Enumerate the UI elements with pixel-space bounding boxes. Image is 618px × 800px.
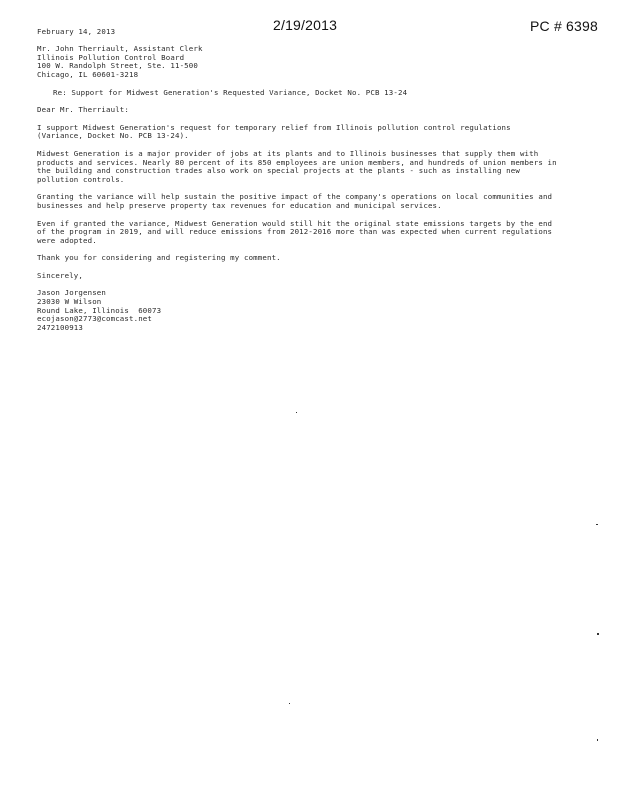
paragraph-thanks — [37, 254, 592, 263]
paragraph-line: (Variance, Docket No. PCB 13-24). — [37, 132, 189, 141]
signature-block — [37, 289, 592, 332]
paragraph-line: I support Midwest Generation's request for temporary relief from Illinois pollution control regulations — [37, 123, 511, 132]
paragraph-line: were adopted. — [37, 236, 97, 245]
scan-speck — [597, 633, 599, 635]
paragraph-line: Even if granted the variance, Midwest Generation would still hit the original state emissions targets by the end — [37, 219, 553, 228]
signer-street: 23030 W Wilson — [37, 298, 102, 307]
paragraph-line: of the program in 2019, and will reduce emissions from 2012-2016 more than was expected when current regulations — [37, 228, 553, 237]
recipient-line: Mr. John Therriault, Assistant Clerk — [37, 45, 203, 54]
letter-body — [37, 28, 592, 332]
public-comment-number-stamp: PC # 6398 — [530, 18, 598, 34]
paragraph-line: the building and construction trades also work on special projects at the plants - such as installing new — [37, 167, 520, 176]
paragraph-impact — [37, 193, 592, 210]
scan-speck — [296, 412, 297, 413]
signer-city: Round Lake, Illinois 60073 — [37, 306, 162, 315]
signer-phone: 2472100913 — [37, 323, 83, 332]
salutation: Dear Mr. Therriault: — [37, 106, 129, 115]
recipient-address — [37, 45, 592, 79]
received-date-stamp: 2/19/2013 — [273, 17, 338, 33]
signer-email: ecojason@2773@comcast.net — [37, 315, 152, 324]
recipient-line: Illinois Pollution Control Board — [37, 53, 185, 62]
letter-date: February 14, 2013 — [37, 28, 116, 36]
paragraph-jobs — [37, 150, 592, 184]
closing: Sincerely, — [37, 271, 83, 280]
signer-name: Jason Jorgensen — [37, 289, 106, 298]
paragraph-line: Midwest Generation is a major provider of jobs at its plants and to Illinois businesses that supply them with — [37, 149, 539, 158]
paragraph-line: products and services. Nearly 80 percent of its 850 employees are union members, and hundreds of union members in — [37, 158, 557, 167]
scan-speck — [289, 703, 290, 704]
paragraph-line: Thank you for considering and registering my comment. — [37, 254, 281, 263]
paragraph-line: pollution controls. — [37, 175, 125, 184]
paragraph-request — [37, 124, 592, 141]
paragraph-emissions — [37, 220, 592, 246]
recipient-line: 100 W. Randolph Street, Ste. 11-500 — [37, 62, 198, 71]
paragraph-line: Granting the variance will help sustain the positive impact of the company's operations on local communities and — [37, 193, 553, 202]
paragraph-line: businesses and help preserve property tax revenues for education and municipal services. — [37, 201, 442, 210]
recipient-line: Chicago, IL 60601-3218 — [37, 70, 139, 79]
scan-speck — [597, 739, 598, 741]
scan-speck — [596, 524, 598, 525]
subject-line: Re: Support for Midwest Generation's Requested Variance, Docket No. PCB 13-24 — [53, 88, 408, 97]
